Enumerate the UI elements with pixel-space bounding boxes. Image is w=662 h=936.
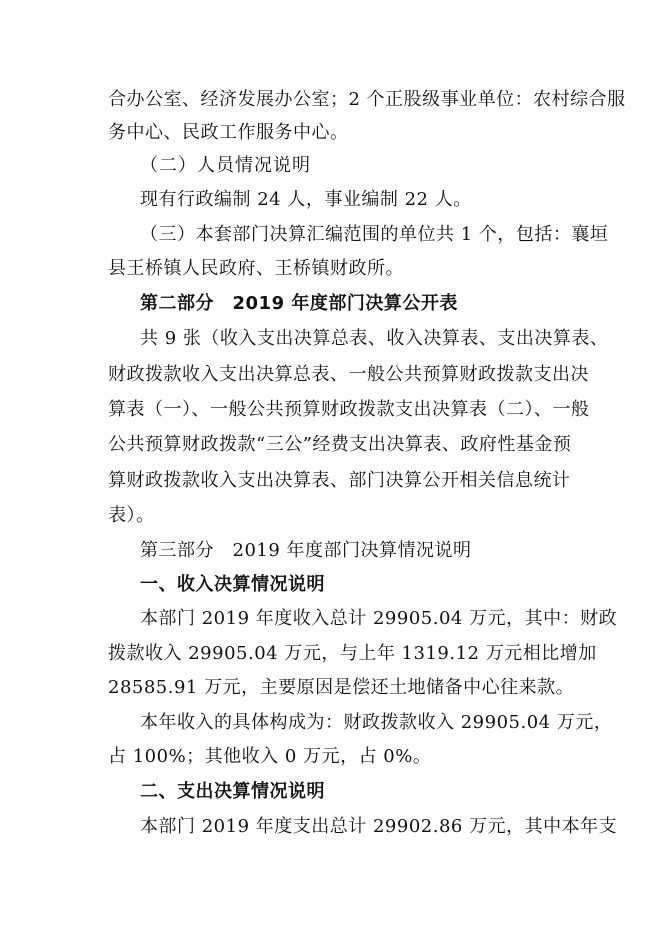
personnel-text: 现有行政编制 24 人，事业编制 22 人。 (140, 189, 472, 210)
scope-line-2: 县王桥镇人民政府、王桥镇财政所。 (108, 258, 404, 279)
expense-heading: 二、支出决算情况说明 (140, 781, 325, 802)
personnel-heading: （二）人员情况说明 (140, 155, 311, 176)
income-text-line-2: 拨款收入 29905.04 万元，与上年 1319.12 万元相比增加 (108, 643, 597, 664)
scope-line-1: （三）本套部门决算汇编范围的单位共 1 个，包括：襄垣 (140, 224, 609, 245)
part2-text-line-4: 公共预算财政拨款“三公”经费支出决算表、政府性基金预 (108, 434, 572, 455)
part2-text-line-5: 算财政拨款收入支出决算表、部门决算公开相关信息统计 (108, 470, 571, 491)
part2-heading: 第二部分 2019 年度部门决算公开表 (140, 293, 458, 314)
income-text-line-1: 本部门 2019 年度收入总计 29905.04 万元，其中：财政 (140, 608, 618, 629)
org-continuation-line-1: 合办公室、经济发展办公室；2 个正股级事业单位：农村综合服 (108, 89, 626, 110)
part3-heading: 第三部分 2019 年度部门决算情况说明 (140, 540, 472, 561)
expense-text-line-1: 本部门 2019 年度支出总计 29902.86 万元，其中本年支 (140, 816, 618, 837)
org-continuation-line-2: 务中心、民政工作服务中心。 (108, 122, 349, 143)
part2-text-line-1: 共 9 张（收入支出决算总表、收入决算表、支出决算表、 (140, 328, 609, 349)
income-composition-line-2: 占 100%；其他收入 0 万元，占 0%。 (108, 746, 432, 767)
part2-text-line-6: 表）。 (108, 505, 155, 526)
income-heading: 一、收入决算情况说明 (140, 574, 325, 595)
income-composition-line-1: 本年收入的具体构成为：财政拨款收入 29905.04 万元， (140, 712, 613, 733)
income-text-line-3: 28585.91 万元，主要原因是偿还土地储备中心往来款。 (108, 677, 575, 698)
part2-text-line-3: 算表（一）、一般公共预算财政拨款支出决算表（二）、一般 (108, 399, 590, 420)
part2-text-line-2: 财政拨款收入支出决算总表、一般公共预算财政拨款支出决 (108, 364, 589, 385)
